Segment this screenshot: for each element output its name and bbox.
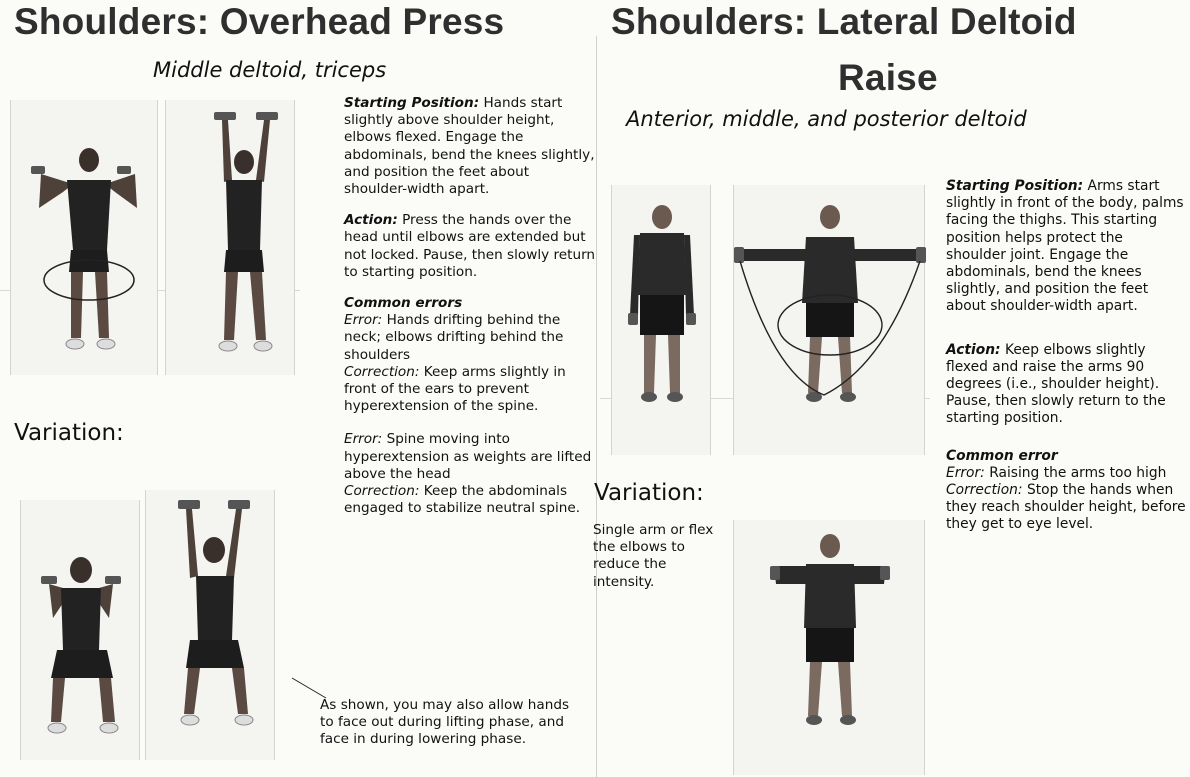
figure-woman-dumbbells-shoulder-icon	[11, 100, 159, 375]
left-common-errors: Common errors Error: Hands drifting behind the neck; elbows drifting behind the shoulders Correction: Keep arms slightly in front of the ears to prevent hyperextension of the spine. Error: Spine moving into hyperextension as weights are lifted above the head Correction: Keep the abdominals engaged to stabilize neutral spine.	[344, 295, 596, 517]
photo-overhead-press-finish	[165, 100, 295, 375]
figure-man-arms-raised-icon	[734, 185, 926, 455]
figure-woman-dumbbells-overhead-icon	[166, 100, 296, 375]
right-page-title-line1: Shoulders: Lateral Deltoid	[611, 1, 1077, 42]
left-error-1: Error: Hands drifting behind the neck; elbows drifting behind the shoulders	[344, 312, 564, 363]
left-correction-1: Correction: Keep arms slightly in front of the ears to prevent hyperextension of the spine.	[344, 363, 566, 415]
right-instructions	[946, 178, 1186, 534]
center-fold-line	[596, 36, 597, 777]
right-muscles-subtitle: Anterior, middle, and posterior deltoid	[626, 107, 1027, 131]
photo-seated-press-start	[20, 500, 140, 760]
right-variation-label: Variation:	[594, 480, 704, 506]
photo-lateral-raise-start	[611, 185, 711, 455]
figure-man-bent-elbow-raise-icon	[734, 520, 926, 775]
photo-caption-start	[13, 382, 15, 389]
right-error: Error: Raising the arms too high	[946, 464, 1167, 481]
right-variation-note: Single arm or flex the elbows to reduce the intensity.	[593, 522, 714, 590]
left-instructions	[344, 95, 596, 517]
photo-seated-press-finish	[145, 490, 275, 760]
right-starting-position: Starting Position: Arms start slightly in front of the body, palms facing the thighs. This starting position helps protect the shoulder joint. Engage the abdominals, bend the knees slightly, and position the feet about shoulder-width apart.	[946, 178, 1184, 315]
figure-seated-dumbbells-overhead-icon	[146, 490, 276, 760]
photo-lateral-raise-variation	[733, 520, 925, 775]
left-variation-label: Variation:	[14, 420, 124, 446]
left-correction-2: Correction: Keep the abdominals engaged to stabilize neutral spine.	[344, 483, 581, 517]
figure-man-arms-down-icon	[612, 185, 712, 455]
figure-seated-dumbbells-shoulder-icon	[21, 500, 141, 760]
left-error-2: Error: Spine moving into hyperextension as weights are lifted above the head	[344, 431, 592, 482]
left-starting-position: Starting Position: Hands start slightly above shoulder height, elbows flexed. Engage the abdominals, bend the knees slightly, and position the feet about shoulder-width apart.	[344, 95, 595, 198]
right-page-title-line2: Raise	[838, 57, 938, 98]
right-common-error: Common error Error: Raising the arms too high Correction: Stop the hands when they reach shoulder height, before they get to eye level.	[946, 447, 1186, 533]
left-action: Action: Press the hands over the head until elbows are extended but not locked. Pause, then slowly return to starting position.	[344, 212, 596, 280]
left-muscles-subtitle: Middle deltoid, triceps	[153, 58, 387, 82]
right-action: Action: Keep elbows slightly flexed and raise the arms 90 degrees (i.e., shoulder height). Pause, then slowly return to the starting position.	[946, 341, 1166, 427]
photo-overhead-press-start	[10, 100, 158, 375]
left-page-title: Shoulders: Overhead Press	[14, 1, 505, 42]
left-variation-note: As shown, you may also allow hands to face out during lifting phase, and face in during lowering phase.	[320, 697, 570, 748]
right-correction: Correction: Stop the hands when they reach shoulder height, before they get to eye level.	[946, 482, 1186, 533]
photo-lateral-raise-finish	[733, 185, 925, 455]
